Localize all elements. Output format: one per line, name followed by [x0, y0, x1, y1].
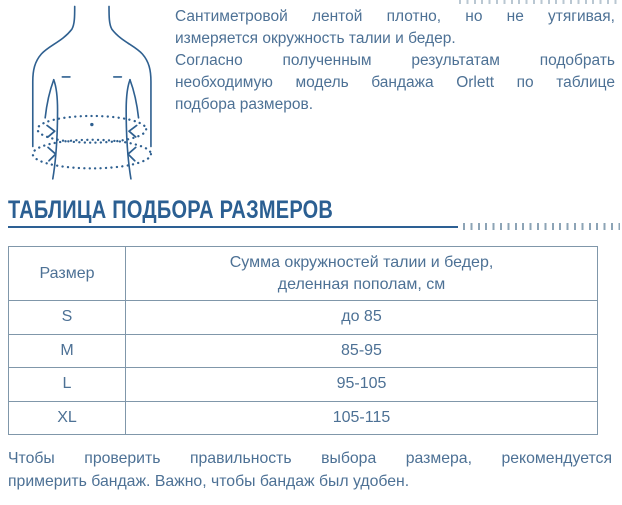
size-cell: XL — [9, 401, 126, 435]
top-divider-ticks — [459, 0, 619, 4]
table-row — [9, 368, 598, 402]
table-row — [9, 301, 598, 335]
footer-note — [8, 447, 612, 493]
torso-measurement-illustration — [8, 0, 170, 190]
size-cell: S — [9, 301, 126, 335]
intro-paragraph-2 — [175, 50, 615, 116]
table-row — [9, 401, 598, 435]
waist-measure-ellipse — [38, 116, 147, 143]
table-header-row — [9, 247, 598, 301]
text-line: необходимую модель бандажа Orlett по таблице — [175, 74, 615, 91]
chevron-left-waist — [47, 125, 55, 136]
text-line: Чтобы проверить правильность выбора размера, рекомендуется — [8, 450, 612, 467]
text-line: примерить бандаж. Важно, чтобы бандаж был удобен. — [8, 473, 410, 490]
section-divider — [8, 222, 620, 231]
size-table-body — [9, 301, 598, 435]
armpit-left — [45, 80, 54, 118]
text-line: подбора размеров. — [175, 96, 313, 113]
range-cell: до 85 — [126, 301, 598, 335]
intro-paragraph-1 — [175, 6, 615, 50]
range-cell: 85-95 — [126, 334, 598, 368]
navel-dot — [90, 123, 93, 126]
section-title: ТАБЛИЦА ПОДБОРА РАЗМЕРОВ — [8, 196, 334, 224]
text-line: Согласно полученным результатам подобрать — [175, 52, 615, 69]
chevron-left-hip — [48, 147, 56, 160]
divider-ticks — [463, 223, 620, 230]
divider-rule — [8, 226, 458, 228]
size-table — [8, 246, 598, 435]
intro-text — [175, 6, 615, 116]
range-cell: 95-105 — [126, 368, 598, 402]
measure-column-header: Сумма окружностей талии и бедер, деленная пополам, см — [126, 247, 598, 301]
chevron-right-waist — [129, 125, 137, 136]
range-cell: 105-115 — [126, 401, 598, 435]
armpit-right — [130, 80, 139, 118]
size-column-header: Размер — [9, 247, 126, 301]
text-line: измеряется окружность талии и бедер. — [175, 30, 456, 47]
size-cell: L — [9, 368, 126, 402]
hip-measure-ellipse — [33, 140, 151, 169]
chevron-right-hip — [128, 147, 136, 160]
table-row — [9, 334, 598, 368]
text-line: Сантиметровой лентой плотно, но не утягивая, — [175, 8, 615, 25]
size-cell: M — [9, 334, 126, 368]
